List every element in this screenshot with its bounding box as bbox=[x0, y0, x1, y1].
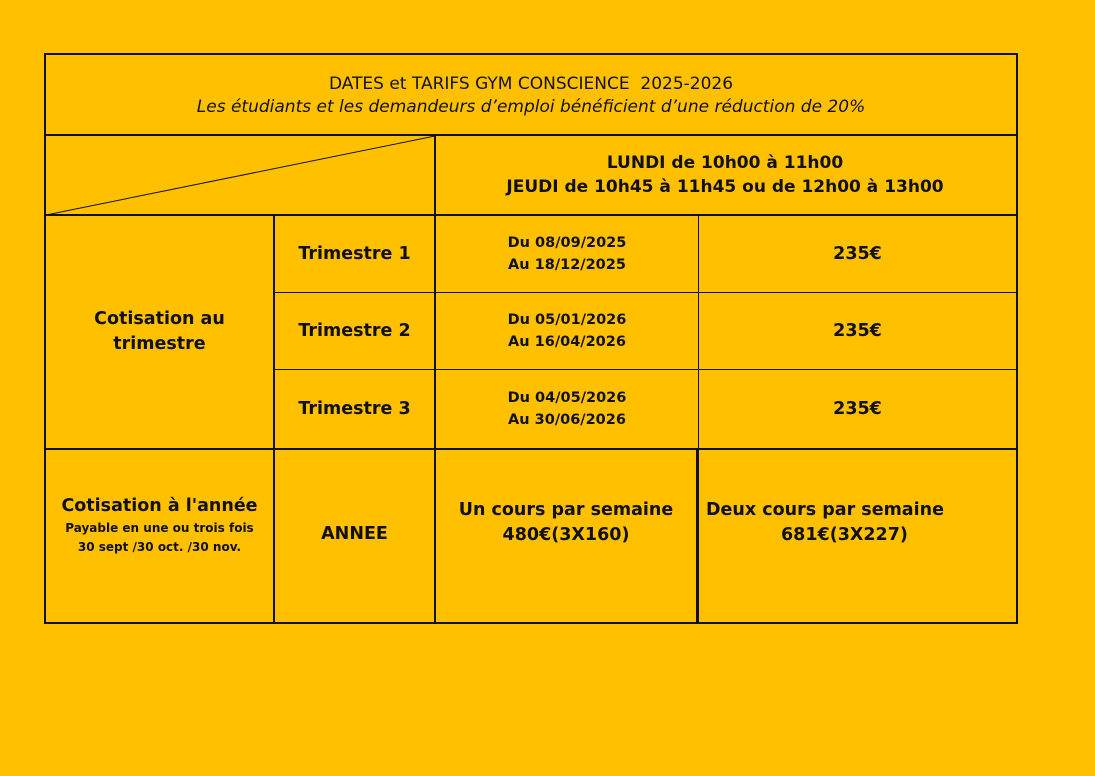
quarter-name bbox=[275, 293, 434, 369]
discount-note: Les étudiants et les demandeurs d’emploi bénéficient d’une réduction de 20% bbox=[196, 97, 866, 117]
quarterly-label bbox=[46, 216, 273, 448]
quarterly-label-line2: trimestre bbox=[113, 334, 206, 354]
quarter-price-text: 235€ bbox=[833, 398, 882, 419]
quarter-name-text: Trimestre 1 bbox=[298, 243, 411, 264]
annual-option-one-course bbox=[436, 450, 696, 622]
quarterly-label-line1: Cotisation au bbox=[94, 309, 225, 329]
annual-option1-price: 480€(3X160) bbox=[502, 524, 630, 545]
annual-option2-price: 681€(3X227) bbox=[781, 524, 908, 545]
schedule-thursday: JEUDI de 10h45 à 11h45 ou de 12h00 à 13h00 bbox=[506, 177, 944, 197]
quarter-end-date: Au 30/06/2026 bbox=[508, 412, 626, 428]
quarter-price bbox=[699, 293, 1016, 369]
quarter-price-text: 235€ bbox=[833, 243, 882, 264]
annual-option1-label: Un cours par semaine bbox=[458, 499, 674, 520]
annual-period-text: ANNEE bbox=[321, 523, 388, 544]
page-title: DATES et TARIFS GYM CONSCIENCE 2025-2026 bbox=[328, 74, 734, 94]
quarter-name bbox=[275, 370, 434, 448]
quarter-start-date: Du 08/09/2025 bbox=[507, 235, 627, 251]
quarter-name-text: Trimestre 2 bbox=[298, 320, 411, 341]
quarter-dates bbox=[436, 216, 698, 292]
quarter-name-text: Trimestre 3 bbox=[298, 398, 411, 419]
annual-option2-label: Deux cours par semaine bbox=[706, 499, 944, 520]
quarter-price-text: 235€ bbox=[833, 320, 882, 341]
quarter-price bbox=[699, 216, 1016, 292]
quarter-dates bbox=[436, 293, 698, 369]
quarter-end-date: Au 18/12/2025 bbox=[508, 257, 626, 273]
diagonal-divider bbox=[46, 135, 435, 216]
annual-payment-note: Payable en une ou trois fois bbox=[65, 520, 254, 535]
annual-payment-dates: 30 sept /30 oct. /30 nov. bbox=[77, 539, 242, 554]
quarter-end-date: Au 16/04/2026 bbox=[508, 334, 626, 350]
annual-label-text: Cotisation à l'année bbox=[61, 495, 258, 516]
quarter-dates bbox=[436, 370, 698, 448]
annual-option-two-courses bbox=[699, 450, 1016, 622]
tariff-table bbox=[44, 53, 1018, 624]
quarter-start-date: Du 04/05/2026 bbox=[507, 390, 627, 406]
quarter-price bbox=[699, 370, 1016, 448]
header bbox=[46, 55, 1016, 134]
schedule-monday: LUNDI de 10h00 à 11h00 bbox=[606, 153, 844, 173]
annual-period bbox=[275, 450, 434, 622]
annual-label bbox=[46, 450, 273, 622]
quarter-name bbox=[275, 216, 434, 292]
quarter-start-date: Du 05/01/2026 bbox=[507, 312, 627, 328]
schedule bbox=[436, 136, 1016, 214]
